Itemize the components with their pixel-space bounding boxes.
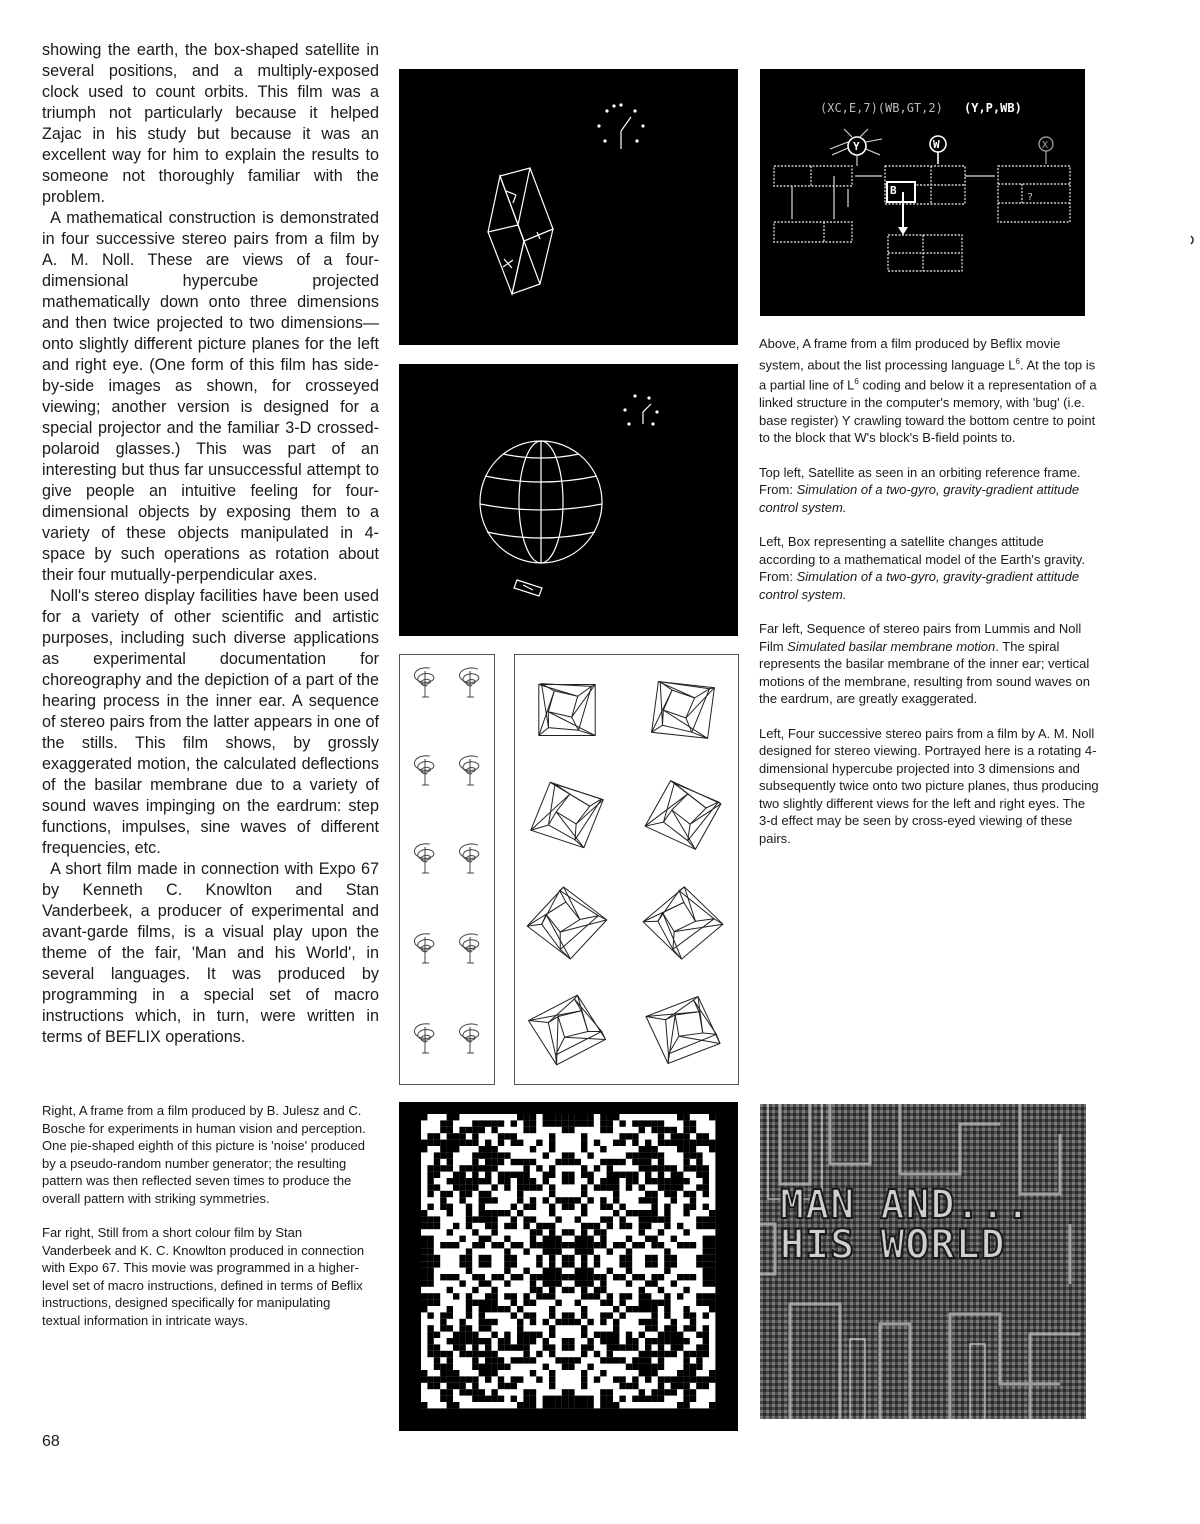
satellite-box-drawing [399, 69, 738, 345]
right-captions [759, 335, 1099, 864]
spiral-icon [460, 1024, 479, 1053]
margin-mark [1190, 232, 1196, 242]
spiral-icon [415, 844, 434, 873]
basilar-membrane-stereo-pairs [399, 654, 495, 1085]
globe-icon [480, 441, 602, 563]
satellite-box-icon [488, 168, 553, 294]
caption-far-left: Far left, Sequence of stereo pairs from Lummis and Noll Film Simulated basilar membrane motion. The spiral represents the basilar membrane of the inner ear; vertical motions of the membrane, resulting from sound waves on the eardrum, are greatly exaggerated. [759, 621, 1090, 707]
basilar-spirals [400, 655, 494, 1084]
block-1 [774, 166, 852, 186]
noise-pattern-drawing [399, 1102, 738, 1431]
clock-icon [624, 395, 658, 425]
bottom-captions [42, 1102, 372, 1346]
bug-y-label: Y [853, 140, 860, 153]
caption-right: Right, A frame from a film produced by B. Julesz and C. Bosche for experiments in human vision and perception. One pie-shaped eighth of this picture is 'noise' produced by a pseudo-random number generator; the resulting pattern was then reflected seven times to produce the overall pattern with striking symmetries. [42, 1103, 366, 1206]
small-satellite-icon [514, 580, 542, 596]
l6-code-line: (XC,E,7)(WB,GT,2) [820, 101, 943, 115]
hypercube-icon [645, 781, 721, 850]
hypercube-icon [652, 682, 715, 739]
hypercube-icon [646, 997, 720, 1064]
l6-code-line-bold: (Y,P,WB) [964, 101, 1022, 115]
beflix-l6-drawing [760, 69, 1085, 316]
body-paragraph-4: A short film made in connection with Expo 67 by Kenneth C. Knowlton and Stan Vanderbeek, a producer of experimental and avant-garde films, is a visual play upon the theme of the fair, 'Man and his World', in several languages. It was produced by programming in a special set of macro instructions which, in turn, were written in terms of BEFLIX operations. [42, 860, 379, 1046]
hypercube-drawings [515, 655, 738, 1084]
hypercube-icon [528, 995, 605, 1065]
caption-top-left: Top left, Satellite as seen in an orbiting reference frame. From: Simulation of a two-gyro, gravity-gradient attitude control system. [759, 464, 1081, 515]
clock-icon [598, 104, 644, 149]
bug-y-icon [830, 129, 882, 166]
satellite-box-frame [399, 69, 738, 345]
julesz-noise-pattern [399, 1102, 738, 1431]
block-x [998, 166, 1070, 222]
spiral-icon [460, 668, 479, 697]
earth-globe-drawing [399, 364, 738, 636]
body-column [42, 40, 379, 1048]
body-paragraph-3: Noll's stereo display facilities have been used for a variety of other scientific and artistic purposes, including such diverse applications as experimental documentation for choreography and the depiction of a part of the hearing process in the inner ear. A sequence of stereo pairs from the latter appears in one of the stills. This film shows, by grossly exaggerated motion, the calculated deflections of the basilar membrane due to a variety of sound waves impinging on the eardrum: step functions, impulses, sine waves of different frequencies, etc. [42, 587, 379, 857]
node-x-label: X [1042, 140, 1049, 151]
node-x-icon [1039, 137, 1053, 164]
b-field-label: B [890, 184, 897, 197]
body-paragraph-1: showing the earth, the box-shaped satellite in several positions, and a multiply-exposed clock used to count orbits. This film was a triumph not particularly because it helped Zajac in his study but because it was an excellent way for him to explain the results to someone not thoroughly familiar with the problem. [42, 41, 379, 206]
hypercube-icon [643, 887, 723, 959]
caption-above: Above, A frame from a film produced by Beflix movie system, about the list processing language $L^6$. At the top is a partial line of $L^6$ coding and below it a representation of a linked structure in the computer's memory, with 'bug' (i.e. base register) Y crawling toward the bottom centre to point to the block that W's block's B-field points to. [759, 336, 1097, 446]
caption-left-2: Left, Four successive stereo pairs from a film by A. M. Noll designed for stereo viewing. Portrayed here is a rotating 4-dimensional hypercube projected into 3 dimensions and subsequently twice onto two picture planes, thus producing two slightly different views for the left and right eyes. The 3-d effect may be seen by cross-eyed viewing of these pairs. [759, 725, 1099, 846]
spiral-icon [460, 934, 479, 963]
man-and-his-world-still [760, 1104, 1086, 1419]
body-paragraph-2: A mathematical construction is demonstrated in four successive stereo pairs from a film by A. M. Noll. These are views of a four-dimensional hypercube projected mathematically down onto three dimensions and then twice projected to two dimensions—onto slightly different picture planes for the left and right eye. (One form of this film has side-by-side images as shown, for crosseyed viewing; another version is designed for a special projector and the familiar 3-D crossed-polaroid glasses.) This was part of an interesting but thus far unsuccessful attempt to give people an intuitive feeling for four-dimensional objects by exposing them to a variety of these objects manipulated in 4-space by such operations as rotation about their four mutually-perpendicular axes. [42, 209, 379, 584]
body-text [42, 40, 379, 1048]
node-w-label: W [933, 138, 940, 151]
expo-title-line-2: HIS WORLD [780, 1222, 1006, 1268]
earth-globe-frame [399, 364, 738, 636]
spiral-icon [415, 668, 434, 697]
node-w-icon [930, 136, 946, 164]
spiral-icon [415, 934, 434, 963]
hypercube-icon [539, 684, 595, 736]
caption-left: Left, Box representing a satellite changes attitude according to a mathematical model of the Earth's gravity. From: Simulation of a two-gyro, gravity-gradient attitude control system. [759, 534, 1085, 602]
spiral-icon [460, 844, 479, 873]
hypercube-stereo-pairs [514, 654, 739, 1085]
caption-far-right: Far right, Still from a short colour film by Stan Vanderbeek and K. C. Knowlton produced in connection with Expo 67. This movie was programmed in a higher-level set of macro instructions, defined in terms of Beflix instructions, designed specifically for manipulating textual information in intricate ways. [42, 1225, 365, 1328]
page-number: 68 [42, 1433, 60, 1450]
expo-title-line-1: MAN AND... [780, 1182, 1031, 1228]
beflix-l6-frame [760, 69, 1085, 316]
spiral-icon [415, 756, 434, 785]
hypercube-icon [531, 782, 603, 847]
expo-still-drawing [760, 1104, 1086, 1419]
spiral-icon [415, 1024, 434, 1053]
spiral-icon [460, 756, 479, 785]
block-2 [774, 222, 852, 242]
hypercube-icon [527, 887, 607, 959]
x-field-label: ? [1027, 192, 1034, 203]
